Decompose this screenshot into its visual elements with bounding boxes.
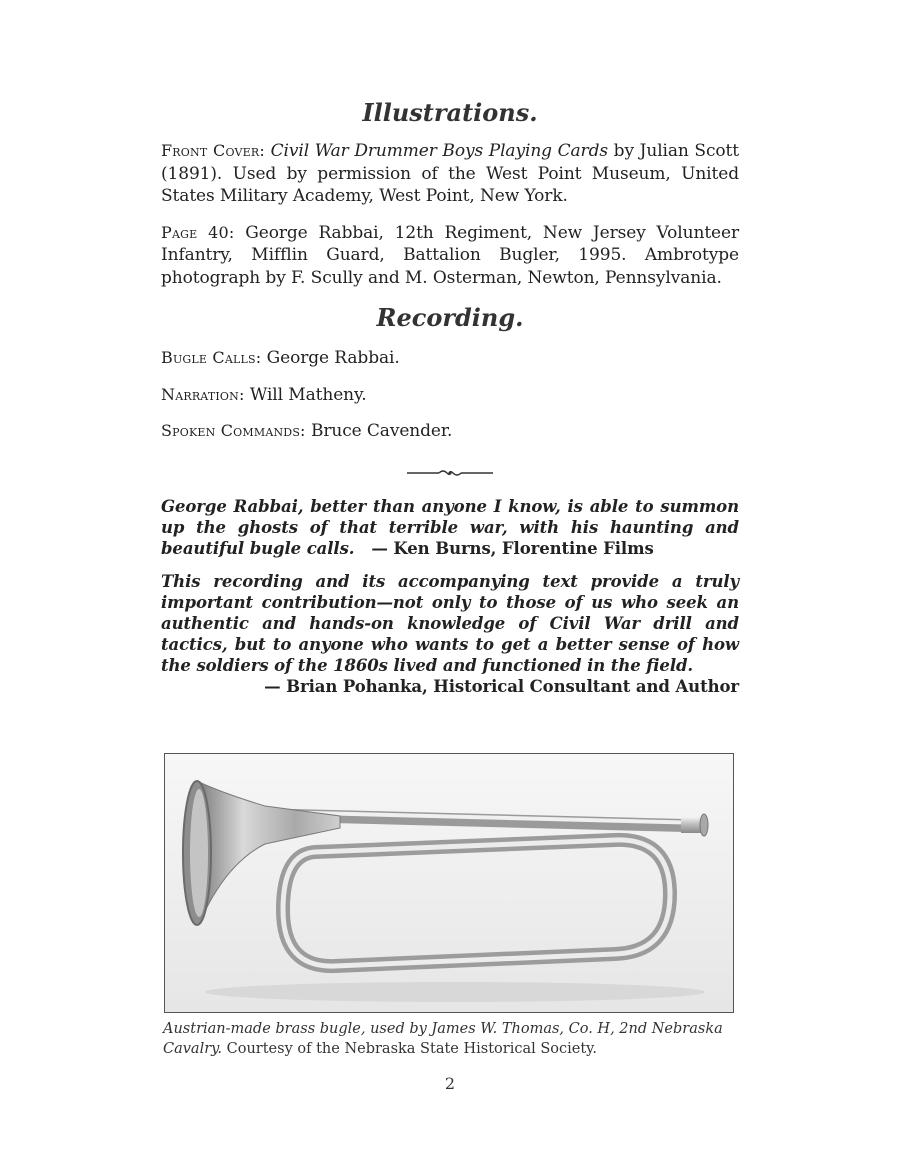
bugle-calls-entry	[161, 347, 739, 370]
bugle-calls-value: George Rabbai.	[261, 348, 400, 368]
photo-caption-italic: Austrian-made brass bugle, used by James W. Thomas, Co. H, 2nd Nebraska Cavalry.	[163, 1021, 723, 1057]
narration-label: Narration:	[161, 384, 245, 404]
page40-entry	[161, 222, 739, 290]
front-cover-title: Civil War Drummer Boys Playing Cards	[270, 141, 608, 161]
page40-label: Page 40:	[161, 222, 235, 242]
quote-brian-pohanka-text: This recording and its accompanying text provide a truly important contribution—not only to those of us who seek an authentic and hands-on knowledge of Civil War drill and tactics, but to anyone who wants to get a better sense of how the soldiers of the 1860s lived and functioned in the field.	[161, 571, 739, 675]
page-content	[161, 0, 739, 697]
spoken-commands-entry	[161, 420, 739, 443]
front-cover-label: Front Cover:	[161, 141, 265, 160]
front-cover-entry	[161, 140, 739, 208]
spoken-commands-label: Spoken Commands:	[161, 421, 306, 440]
page40-text: George Rabbai, 12th Regiment, New Jersey Volunteer Infantry, Mifflin Guard, Battalion Bugler, 1995. Ambrotype photograph by F. Scully and M. Osterman, Newton, Pennsylvania.	[161, 222, 740, 288]
spoken-commands-value: Bruce Cavender.	[305, 421, 453, 441]
quote-brian-pohanka	[161, 571, 739, 676]
narration-value: Will Matheny.	[244, 384, 367, 405]
photo-caption	[163, 1019, 735, 1059]
illustrations-heading: Illustrations.	[362, 98, 538, 127]
quote-ken-burns-attribution: — Ken Burns, Florentine Films	[371, 538, 654, 558]
photo-caption-rest: Courtesy of the Nebraska State Historical Society.	[222, 1041, 598, 1057]
narration-entry	[161, 384, 739, 407]
quote-brian-pohanka-attribution: — Brian Pohanka, Historical Consultant and Author	[264, 676, 739, 696]
bugle-icon	[165, 754, 733, 1012]
quote-ken-burns-text: George Rabbai, better than anyone I know, is able to summon up the ghosts of that terrible war, with his haunting and beautiful bugle calls.	[161, 496, 739, 558]
ornament-divider-icon	[405, 467, 495, 479]
quote-ken-burns	[161, 496, 739, 559]
page-number: 2	[444, 1074, 456, 1093]
front-cover-text: by Julian Scott (1891). Used by permission of the West Point Museum, United States Military Academy, West Point, New York.	[161, 141, 739, 206]
bugle-photo	[164, 753, 734, 1013]
recording-heading: Recording.	[376, 303, 524, 332]
bugle-calls-label: Bugle Calls:	[161, 348, 262, 367]
